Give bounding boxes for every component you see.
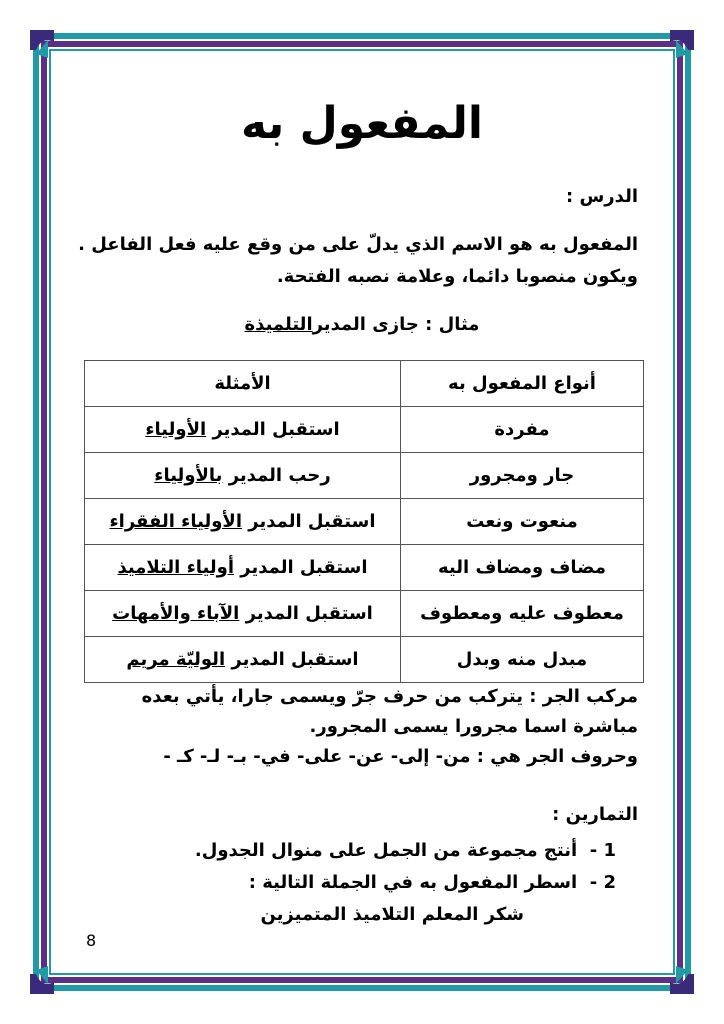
exercise-number: 2 - [589, 872, 616, 893]
example-object: الآباء والأمهات [112, 603, 240, 624]
header-types: أنواع المفعول به [401, 361, 644, 407]
definition-line-2: ويكون منصوبا دائما، وعلامة نصبه الفتحة. [276, 266, 638, 287]
row-example [85, 637, 401, 683]
exercise-text: اسطر المفعول به في الجملة التالية : [248, 872, 578, 893]
example-plain: استقبل المدير [212, 419, 340, 440]
example-object: أولياء التلاميذ [117, 557, 235, 578]
example-object: بالأولياء [154, 465, 223, 486]
table-row [85, 453, 644, 499]
page-title: المفعول به [241, 98, 483, 149]
row-type: جار ومجرور [401, 453, 644, 499]
example-plain: جازى المدير [312, 314, 419, 335]
header-examples: الأمثلة [85, 361, 401, 407]
row-example [85, 407, 401, 453]
exercises-label: التمارين : [552, 804, 638, 825]
example-object: الأولياء [145, 419, 207, 440]
table-row [85, 637, 644, 683]
exercise-text: أنتج مجموعة من الجمل على منوال الجدول. [194, 840, 578, 861]
lesson-label: الدرس : [566, 186, 638, 207]
table-header-row [85, 361, 644, 407]
table-row [85, 499, 644, 545]
row-example [85, 453, 401, 499]
exercise-number: 1 - [589, 840, 616, 861]
row-example [85, 499, 401, 545]
example-object: الوليّة مريم [126, 649, 226, 670]
exercise-sentence: شكر المعلم التلاميذ المتميزين [260, 904, 524, 925]
row-type: مبدل منه وبدل [401, 637, 644, 683]
note-line-1: مركب الجر : يتركب من حرف جرّ ويسمى جارا، يأتي بعده [141, 686, 638, 707]
page-content [60, 60, 664, 964]
example-plain: استقبل المدير [248, 511, 376, 532]
table-row [85, 545, 644, 591]
row-example [85, 591, 401, 637]
example-sentence [60, 310, 664, 340]
example-object: الأولياء الفقراء [109, 511, 242, 532]
exercise-item [78, 836, 616, 866]
note-line-2: مباشرة اسما مجرورا يسمى المجرور. [309, 716, 638, 737]
table-row [85, 591, 644, 637]
object-types-table [84, 360, 644, 683]
row-type: مفردة [401, 407, 644, 453]
exercise-item [78, 868, 616, 898]
definition-line-1: المفعول به هو الاسم الذي يدلّ على من وقع عليه فعل الفاعل . [78, 234, 638, 255]
example-plain: استقبل المدير [231, 649, 359, 670]
example-plain: استقبل المدير [240, 557, 368, 578]
page-number: 8 [86, 931, 97, 950]
row-type: منعوت ونعت [401, 499, 644, 545]
row-example [85, 545, 401, 591]
note-line-3: وحروف الجر هي : من- إلى- عن- على- في- بـ- لـ- كـ - [163, 746, 638, 767]
example-plain: استقبل المدير [245, 603, 373, 624]
table-row [85, 407, 644, 453]
example-plain: رحب المدير [228, 465, 331, 486]
example-label: مثال : [425, 314, 480, 335]
example-object: التلميذة [244, 314, 313, 335]
row-type: مضاف ومضاف اليه [401, 545, 644, 591]
row-type: معطوف عليه ومعطوف [401, 591, 644, 637]
